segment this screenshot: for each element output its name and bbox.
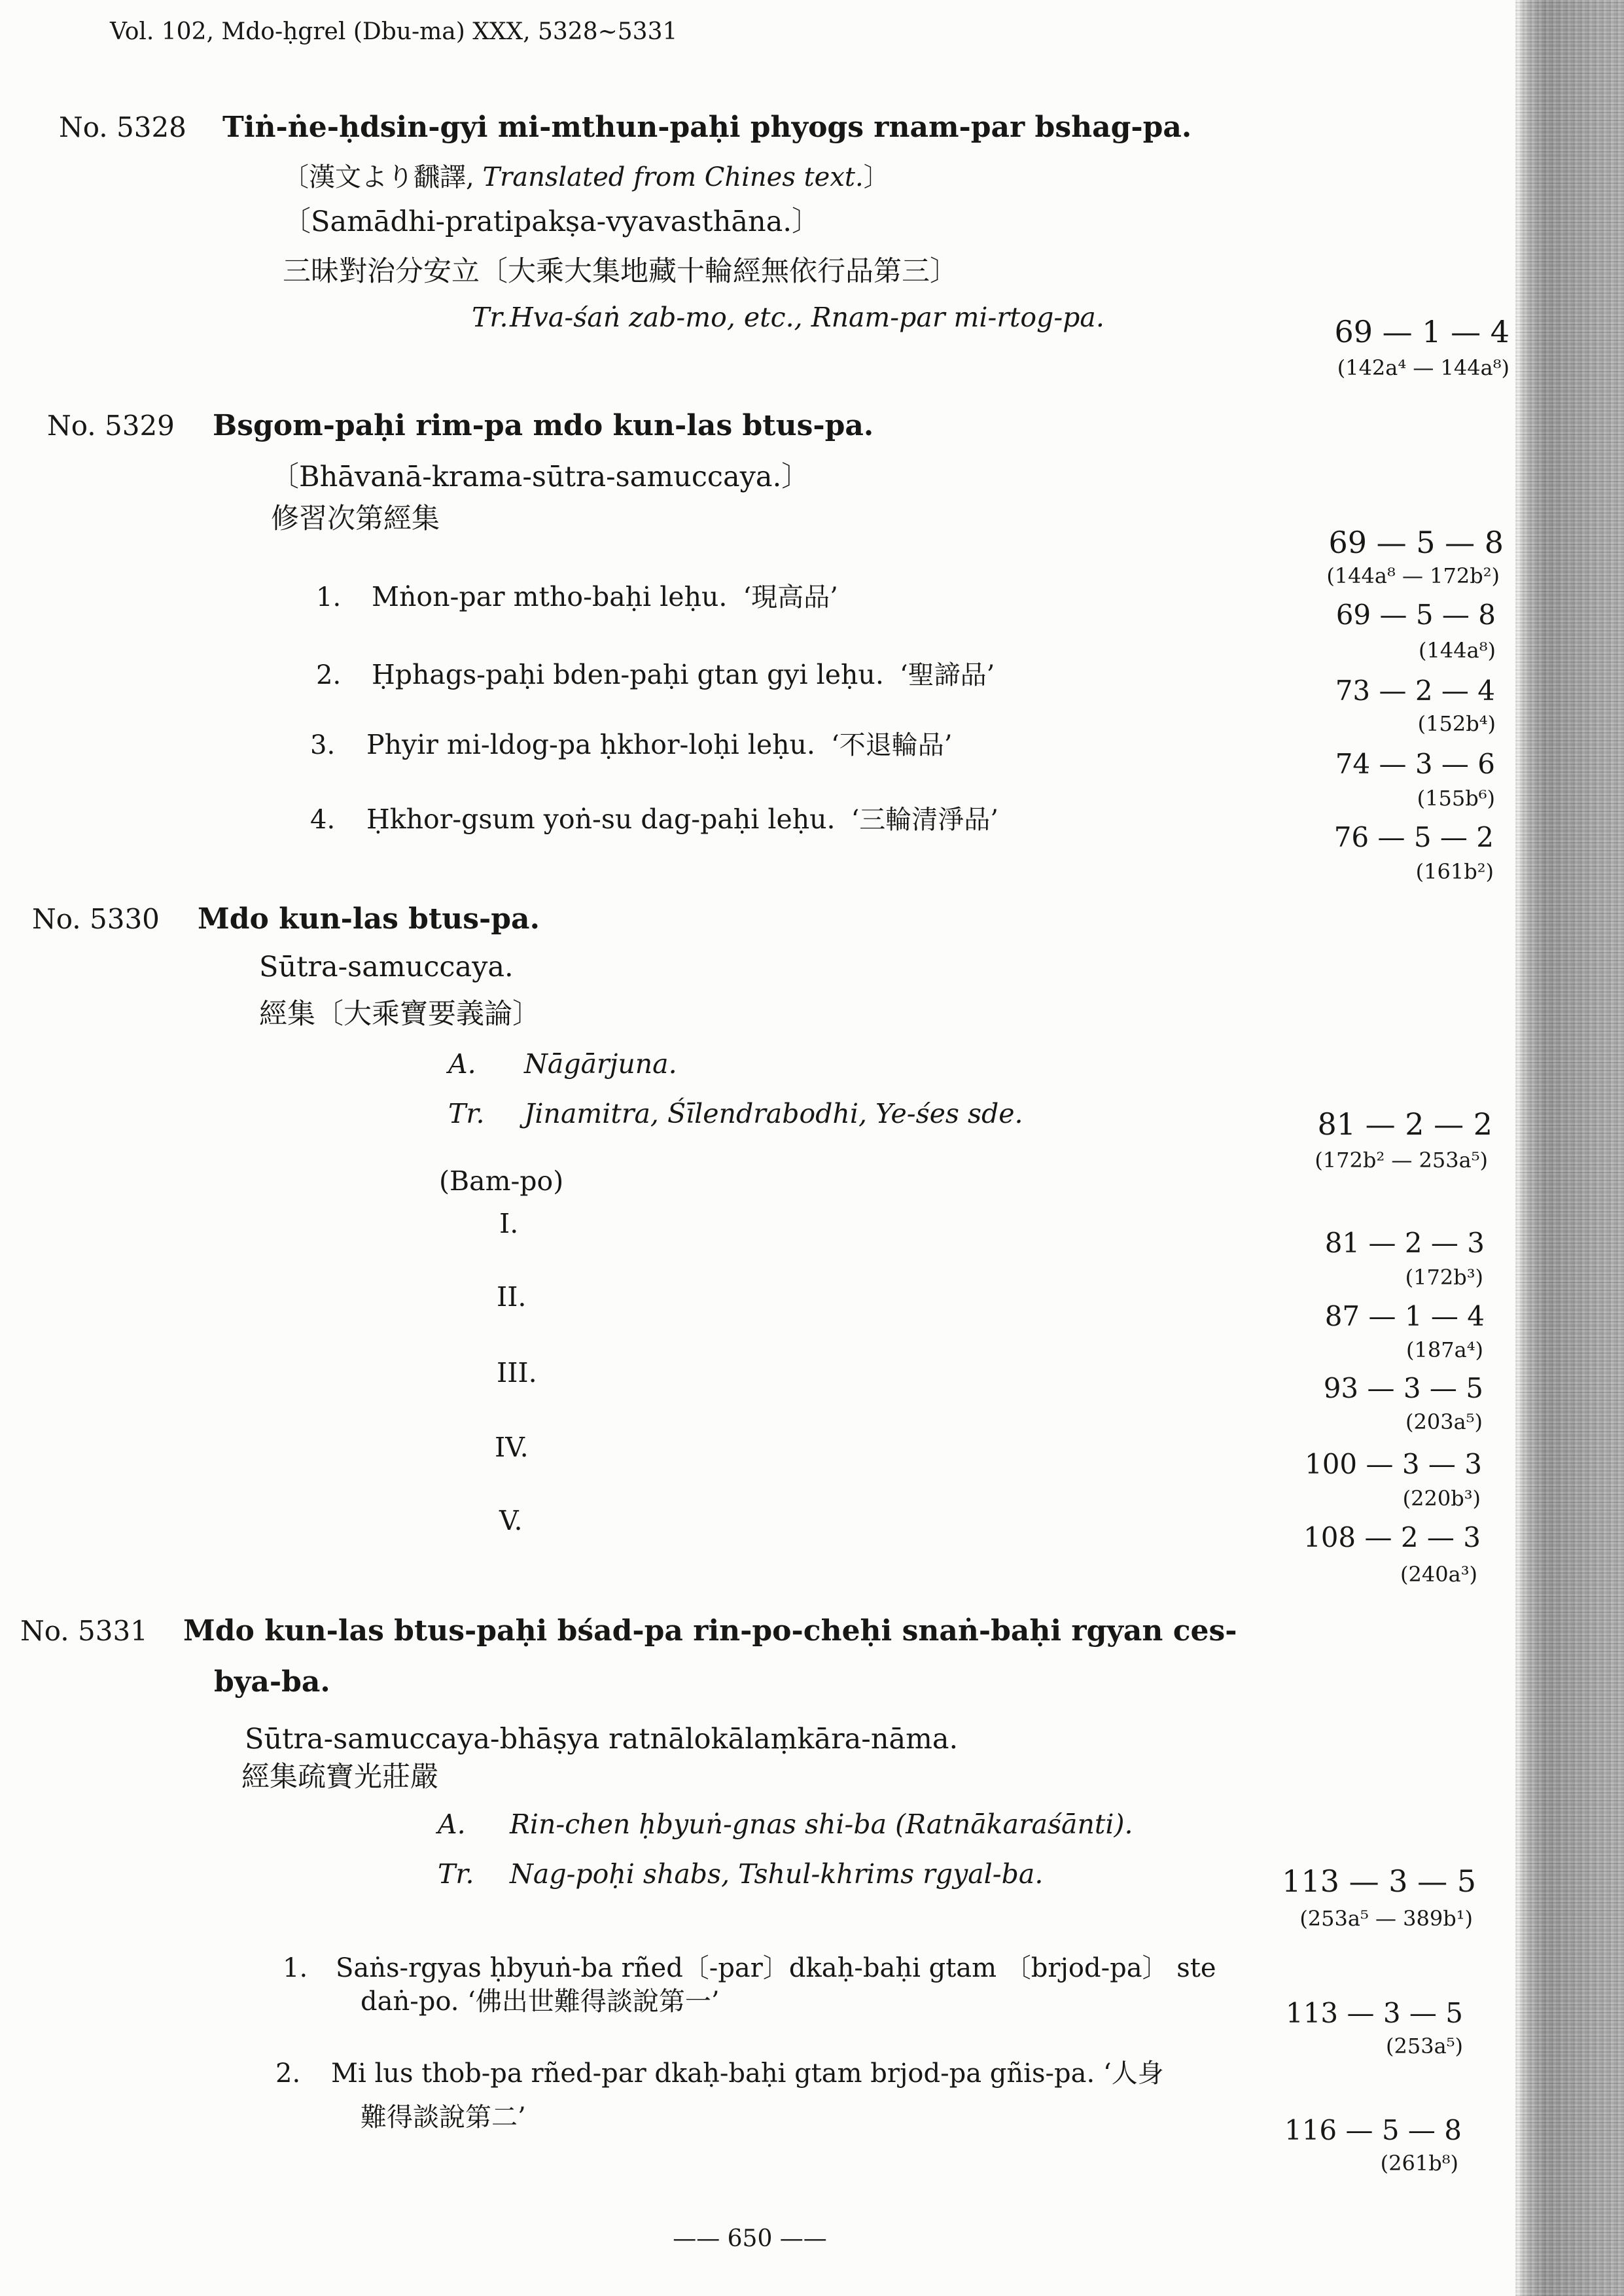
folio-range: (144a⁸ — 172b²) bbox=[1326, 563, 1500, 588]
chinese-title: 三昧對治分安立〔大乘大集地藏十輪經無依行品第三〕 bbox=[283, 255, 958, 288]
folio-range: (172b² — 253a⁵) bbox=[1315, 1148, 1488, 1173]
translator-label: Tr. bbox=[448, 1098, 485, 1129]
chapter-folio: (161b²) bbox=[1415, 859, 1494, 884]
chapter-folio: (155b⁶) bbox=[1417, 786, 1495, 811]
translator-names: Jinamitra, Śīlendrabodhi, Ye-śes sde. bbox=[524, 1098, 1023, 1129]
sanskrit-title: Sūtra-samuccaya. bbox=[259, 951, 514, 983]
bam-po-label: (Bam-po) bbox=[439, 1165, 564, 1197]
author-label: A. bbox=[438, 1809, 466, 1840]
chapter-title-line-2: daṅ-po. ‘佛出世難得談說第一’ bbox=[361, 1987, 720, 2017]
bam-po-location: 108 — 2 — 3 bbox=[1303, 1521, 1481, 1553]
bam-po-number: V. bbox=[499, 1505, 523, 1536]
entry-number: No. 5329 bbox=[47, 410, 175, 442]
bam-po-location: 87 — 1 — 4 bbox=[1324, 1300, 1485, 1332]
translator-label: Tr. bbox=[438, 1858, 474, 1890]
sanskrit-title: 〔Samādhi-pratipakṣa-vyavasthāna.〕 bbox=[283, 205, 821, 238]
bam-po-folio: (220b³) bbox=[1402, 1486, 1481, 1511]
chapter-tibetan-title: Ḥphags-paḥi bden-paḥi gtan gyi leḥu. bbox=[372, 659, 884, 690]
chinese-title: 經集〔大乘寶要義論〕 bbox=[259, 998, 540, 1031]
bam-po-number: I. bbox=[499, 1208, 519, 1239]
entry-title-line-1: Mdo kun-las btus-paḥi bśad-pa rin-po-cheḥi snaṅ-baḥi rgyan ces- bbox=[183, 1614, 1237, 1648]
entry-title-line-2: bya-ba. bbox=[214, 1665, 330, 1699]
entry-title: Mdo kun-las btus-pa. bbox=[198, 902, 540, 936]
bam-po-folio: (203a⁵) bbox=[1405, 1409, 1483, 1434]
chapter-title-line-2: 難得談說第二’ bbox=[361, 2102, 526, 2132]
entry-title: Bsgom-paḥi rim-pa mdo kun-las btus-pa. bbox=[213, 409, 874, 442]
chapter-chinese-title: ‘三輪清淨品’ bbox=[851, 805, 999, 835]
volume-location: 69 — 1 — 4 bbox=[1334, 314, 1509, 349]
translator-names: Nag-poḥi shabs, Tshul-khrims rgyal-ba. bbox=[510, 1858, 1044, 1890]
chapter-tibetan-title: Phyir mi-ldog-pa ḥkhor-loḥi leḥu. bbox=[366, 729, 815, 760]
bam-po-folio: (187a⁴) bbox=[1406, 1337, 1483, 1362]
sanskrit-title: 〔Bhāvanā-krama-sūtra-samuccaya.〕 bbox=[271, 461, 810, 493]
bam-po-folio: (172b³) bbox=[1405, 1265, 1483, 1290]
chapter-chinese-title: ‘現高品’ bbox=[743, 582, 838, 612]
volume-location: 113 — 3 — 5 bbox=[1282, 1863, 1476, 1899]
bam-po-number: II. bbox=[497, 1281, 527, 1313]
chapter-location: 73 — 2 — 4 bbox=[1335, 675, 1495, 707]
volume-location: 81 — 2 — 2 bbox=[1317, 1106, 1492, 1142]
note-source: Translated from Chines text. bbox=[482, 162, 864, 192]
chapter-number: 1. bbox=[316, 582, 342, 612]
bam-po-number: IV. bbox=[495, 1432, 529, 1463]
chapter-chinese-title: ‘不退輪品’ bbox=[830, 730, 953, 760]
bam-po-folio: (240a³) bbox=[1400, 1562, 1477, 1587]
entry-number: No. 5331 bbox=[20, 1615, 148, 1647]
author-label: A. bbox=[448, 1048, 476, 1080]
volume-location: 69 — 5 — 8 bbox=[1328, 525, 1504, 560]
chinese-title: 修習次第經集 bbox=[271, 503, 440, 535]
chapter-folio: (152b⁴) bbox=[1417, 711, 1496, 736]
entry-title: Tiṅ-ṅe-ḥdsin-gyi mi-mthun-paḥi phyogs rnam-par bshag-pa. bbox=[222, 111, 1192, 144]
sanskrit-title: Sūtra-samuccaya-bhāṣya ratnālokālaṃkāra-nāma. bbox=[245, 1723, 959, 1756]
chapter-title bbox=[366, 729, 952, 761]
translator-label: Tr. bbox=[472, 302, 508, 333]
chapter-location: 116 — 5 — 8 bbox=[1284, 2114, 1462, 2146]
author-name: Nāgārjuna. bbox=[524, 1048, 677, 1080]
chapter-title-line-1: Saṅs-rgyas ḥbyuṅ-ba rñed〔-par〕dkaḥ-baḥi gtam 〔brjod-pa〕 ste bbox=[336, 1953, 1216, 1983]
entry-number: No. 5328 bbox=[59, 111, 186, 143]
translation-note bbox=[283, 162, 890, 193]
folio-range: (253a⁵ — 389b¹) bbox=[1299, 1906, 1473, 1931]
chapter-number: 4. bbox=[310, 805, 336, 835]
note-open: 〔漢文より飜譯, bbox=[283, 162, 483, 192]
chapter-number: 3. bbox=[310, 730, 336, 760]
chapter-folio: (253a⁵) bbox=[1386, 2034, 1463, 2058]
chapter-title-line-1: Mi lus thob-pa rñed-par dkaḥ-baḥi gtam brjod-pa gñis-pa. ‘人身 bbox=[331, 2058, 1164, 2089]
chinese-title: 經集疏寶光莊嚴 bbox=[241, 1761, 438, 1793]
chapter-location: 76 — 5 — 2 bbox=[1333, 821, 1494, 853]
binding-shadow bbox=[1515, 0, 1624, 2296]
folio-range: (142a⁴ — 144a⁸) bbox=[1337, 355, 1509, 380]
chapter-folio: (144a⁸) bbox=[1419, 638, 1496, 663]
chapter-folio: (261b⁸) bbox=[1380, 2151, 1458, 2176]
page-number: —— 650 —— bbox=[673, 2225, 827, 2252]
chapter-title bbox=[366, 804, 998, 836]
author-name: Rin-chen ḥbyuṅ-gnas shi-ba (Ratnākaraśānti). bbox=[510, 1809, 1133, 1840]
chapter-tibetan-title: Ḥkhor-gsum yoṅ-su dag-paḥi leḥu. bbox=[366, 804, 836, 835]
bam-po-number: III. bbox=[497, 1357, 537, 1388]
translator-names: Hva-śaṅ zab-mo, etc., Rnam-par mi-rtog-pa. bbox=[510, 302, 1104, 333]
chapter-title bbox=[372, 581, 838, 613]
bam-po-location: 81 — 2 — 3 bbox=[1324, 1227, 1485, 1259]
chapter-number: 1. bbox=[283, 1953, 308, 1983]
note-close: 〕 bbox=[863, 162, 890, 192]
chapter-title bbox=[372, 659, 995, 691]
chapter-location: 74 — 3 — 6 bbox=[1335, 748, 1495, 780]
bam-po-location: 93 — 3 — 5 bbox=[1323, 1372, 1483, 1404]
chapter-location: 69 — 5 — 8 bbox=[1335, 599, 1496, 631]
chapter-chinese-title: ‘聖諦品’ bbox=[899, 660, 995, 690]
chapter-tibetan-title: Mṅon-par mtho-baḥi leḥu. bbox=[372, 581, 728, 612]
chapter-number: 2. bbox=[275, 2058, 301, 2089]
bam-po-location: 100 — 3 — 3 bbox=[1304, 1448, 1482, 1480]
page-header: Vol. 102, Mdo-ḥgrel (Dbu-ma) XXX, 5328∼5331 bbox=[110, 18, 678, 45]
chapter-number: 2. bbox=[316, 660, 342, 690]
chapter-location: 113 — 3 — 5 bbox=[1285, 1997, 1463, 2029]
entry-number: No. 5330 bbox=[32, 903, 160, 935]
